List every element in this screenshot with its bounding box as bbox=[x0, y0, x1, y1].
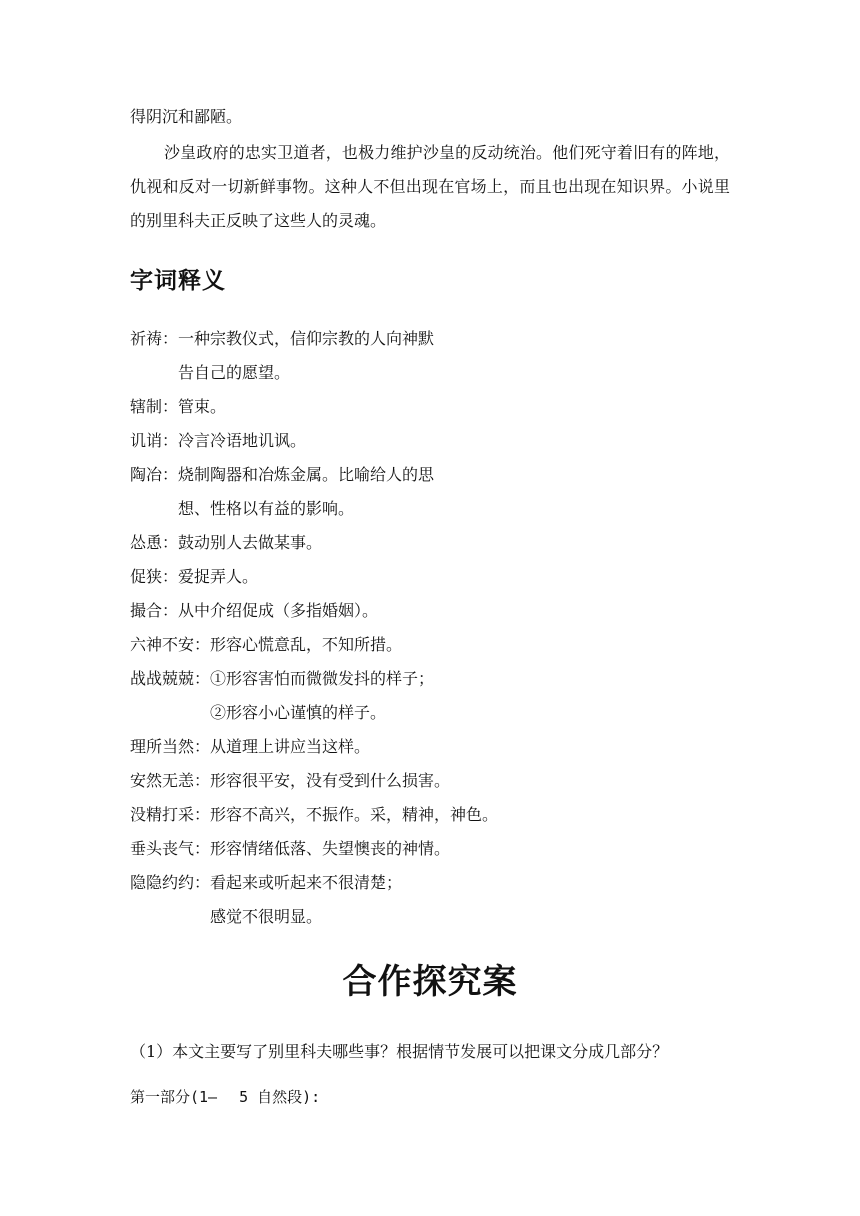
glossary-term: 战战兢兢： bbox=[130, 669, 211, 688]
glossary-entry bbox=[130, 424, 730, 458]
glossary-definition bbox=[210, 662, 434, 730]
glossary-term: 祈祷： bbox=[130, 329, 179, 348]
glossary-entry bbox=[130, 560, 730, 594]
definition-line: 感觉不很明显。 bbox=[210, 907, 323, 926]
part-one-range-end: 5 自然段): bbox=[239, 1088, 321, 1106]
glossary-term: 安然无恙： bbox=[130, 771, 211, 790]
glossary-definition bbox=[210, 628, 402, 662]
glossary-entry bbox=[130, 730, 730, 764]
definition-line: ②形容小心谨慎的样子。 bbox=[210, 703, 387, 722]
glossary-definition bbox=[210, 764, 450, 798]
glossary-term: 促狭： bbox=[130, 567, 179, 586]
glossary-entry bbox=[130, 458, 730, 526]
glossary-term: 理所当然： bbox=[130, 737, 211, 756]
definition-line: 爱捉弄人。 bbox=[178, 567, 259, 586]
glossary-entry bbox=[130, 594, 730, 628]
glossary-term: 垂头丧气： bbox=[130, 839, 211, 858]
glossary-heading: 字词释义 bbox=[130, 268, 226, 294]
glossary-term: 没精打采： bbox=[130, 805, 211, 824]
glossary-entry bbox=[130, 866, 730, 934]
glossary-definition bbox=[178, 560, 258, 594]
definition-line: 形容不高兴，不振作。采，精神，神色。 bbox=[210, 805, 499, 824]
definition-line: 看起来或听起来不很清楚； bbox=[210, 873, 403, 892]
glossary-definition bbox=[210, 832, 450, 866]
glossary-definition bbox=[178, 594, 378, 628]
glossary-term: 怂恿： bbox=[130, 533, 179, 552]
glossary-entry bbox=[130, 628, 730, 662]
glossary-definition bbox=[210, 798, 498, 832]
glossary-term: 辖制： bbox=[130, 397, 179, 416]
definition-line: 冷言冷语地讥讽。 bbox=[178, 431, 307, 450]
glossary-definition bbox=[178, 424, 306, 458]
glossary-term: 隐隐约约： bbox=[130, 873, 211, 892]
glossary-definition bbox=[178, 526, 322, 560]
definition-line: 烧制陶器和冶炼金属。比喻给人的思 bbox=[178, 465, 435, 484]
intro-paragraph: 沙皇政府的忠实卫道者，也极力维护沙皇的反动统治。他们死守着旧有的阵地，仇视和反对一切新鲜事物。这种人不但出现在官场上，而且也出现在知识界。小说里的别里科夫正反映了这些人的灵魂。 bbox=[130, 143, 730, 230]
glossary-entry bbox=[130, 322, 730, 390]
glossary-list bbox=[130, 322, 730, 934]
glossary-entry bbox=[130, 390, 730, 424]
definition-line: 从道理上讲应当这样。 bbox=[210, 737, 371, 756]
definition-line: 形容情绪低落、失望懊丧的神情。 bbox=[210, 839, 451, 858]
definition-line: 告自己的愿望。 bbox=[178, 363, 291, 382]
cooperation-heading: 合作探究案 bbox=[342, 962, 518, 1002]
glossary-definition bbox=[178, 322, 434, 390]
glossary-entry bbox=[130, 832, 730, 866]
definition-line: 从中介绍促成（多指婚姻）。 bbox=[178, 601, 379, 620]
question-1: （1）本文主要写了别里科夫哪些事？根据情节发展可以把课文分成几部分？ bbox=[130, 1042, 669, 1061]
definition-line: 想、性格以有益的影响。 bbox=[178, 499, 355, 518]
glossary-definition bbox=[178, 458, 434, 526]
glossary-definition bbox=[178, 390, 226, 424]
glossary-entry bbox=[130, 764, 730, 798]
part-one-range: 第一部分(1— bbox=[130, 1088, 218, 1106]
glossary-definition bbox=[210, 866, 402, 934]
glossary-definition bbox=[210, 730, 370, 764]
part-one-label bbox=[130, 1082, 320, 1112]
definition-line: 形容心慌意乱，不知所措。 bbox=[210, 635, 403, 654]
glossary-entry bbox=[130, 526, 730, 560]
definition-line: 鼓动别人去做某事。 bbox=[178, 533, 323, 552]
definition-line: 一种宗教仪式，信仰宗教的人向神默 bbox=[178, 329, 435, 348]
definition-line: 管束。 bbox=[178, 397, 227, 416]
glossary-term: 讥诮： bbox=[130, 431, 179, 450]
definition-line: ①形容害怕而微微发抖的样子； bbox=[210, 669, 435, 688]
glossary-term: 撮合： bbox=[130, 601, 179, 620]
intro-line: 得阴沉和鄙陋。 bbox=[130, 107, 243, 126]
glossary-term: 陶冶： bbox=[130, 465, 179, 484]
definition-line: 形容很平安，没有受到什么损害。 bbox=[210, 771, 451, 790]
glossary-term: 六神不安： bbox=[130, 635, 211, 654]
glossary-entry bbox=[130, 798, 730, 832]
glossary-entry bbox=[130, 662, 730, 730]
